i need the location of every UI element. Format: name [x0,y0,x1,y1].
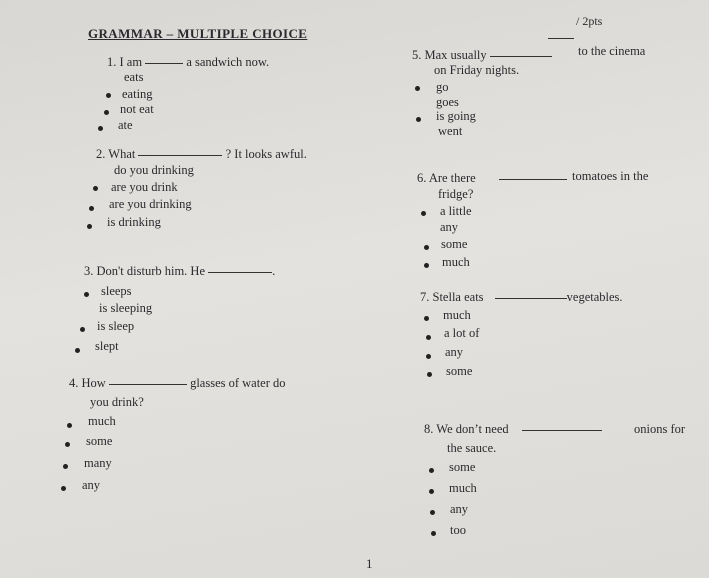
bullet-icon [424,245,429,250]
bullet-icon [424,316,429,321]
option: goes [436,95,459,109]
option: slept [95,339,119,353]
option: is sleeping [99,301,153,315]
bullet-icon [427,372,432,377]
option: too [450,523,466,537]
bullet-icon [104,110,109,115]
question-8 [424,422,602,437]
option: a little [440,204,472,218]
question-3 [84,264,275,279]
page-number: 1 [366,556,373,571]
bullet-icon [431,531,436,536]
bullet-icon [429,489,434,494]
option: is sleep [97,319,135,333]
question-number: 7. [420,290,430,304]
option: much [443,308,471,322]
question-text: Max usually [424,48,487,62]
bullet-icon [416,117,421,122]
page-title: GRAMMAR – MULTIPLE CHOICE [88,26,308,41]
question-4-continuation: you drink? [90,395,144,409]
bullet-icon [63,464,68,469]
question-number: 8. [424,422,434,436]
question-6 [417,171,567,186]
question-number: 3. [84,264,94,278]
option: sleeps [101,284,132,298]
option: are you drinking [109,197,192,211]
question-5-continuation: on Friday nights. [434,63,520,77]
option: ate [118,118,133,132]
question-text: . [272,264,276,278]
option: eats [124,70,144,84]
question-text: What [108,147,136,161]
bullet-icon [426,354,431,359]
question-1 [107,55,269,70]
option: go [436,80,449,94]
question-text: glasses of water do [190,376,286,390]
option: any [445,345,464,359]
question-5 [412,48,552,63]
question-number: 5. [412,48,422,62]
bullet-icon [65,442,70,447]
bullet-icon [67,423,72,428]
option: is going [436,109,476,123]
question-text: a sandwich now. [186,55,270,69]
bullet-icon [80,327,85,332]
question-text: Stella eats [432,290,484,304]
option: are you drink [111,180,178,194]
answer-blank [499,178,567,180]
option: much [88,414,116,428]
question-8-tail: onions for [634,422,686,436]
question-6-tail: tomatoes in the [572,169,649,183]
option: any [82,478,101,492]
question-5-tail: to the cinema [578,44,646,58]
bullet-icon [429,468,434,473]
question-number: 2. [96,147,106,161]
question-text: I am [119,55,143,69]
question-7 [420,290,623,305]
bullet-icon [421,211,426,216]
answer-blank [495,297,567,299]
option: much [442,255,470,269]
question-4 [69,376,286,391]
bullet-icon [87,224,92,229]
question-text: Are there [428,171,476,185]
bullet-icon [75,348,80,353]
question-number: 6. [417,171,427,185]
option: some [86,434,113,448]
answer-blank [490,55,552,57]
bullet-icon [426,335,431,340]
question-8-continuation: the sauce. [447,441,497,455]
option: any [450,502,469,516]
answer-blank [522,429,602,431]
option: eating [122,87,153,101]
answer-blank [208,271,272,273]
option: a lot of [444,326,480,340]
bullet-icon [424,263,429,268]
question-text: ? It looks awful. [225,147,307,161]
bullet-icon [106,93,111,98]
question-text: How [81,376,106,390]
option: any [440,220,459,234]
option: not eat [120,102,154,116]
points-blank [548,28,574,46]
points-label: / 2pts [576,14,603,28]
option: went [438,124,463,138]
question-text: We don’t need [436,422,509,436]
option: some [446,364,473,378]
option: some [449,460,476,474]
option: much [449,481,477,495]
answer-blank [109,383,187,385]
answer-blank [138,154,222,156]
bullet-icon [98,126,103,131]
bullet-icon [430,510,435,515]
question-text: vegetables. [566,290,623,304]
option: is drinking [107,215,161,229]
option: many [84,456,112,470]
question-6-continuation: fridge? [438,187,474,201]
question-number: 4. [69,376,79,390]
bullet-icon [89,206,94,211]
bullet-icon [84,292,89,297]
option: some [441,237,468,251]
question-text: Don't disturb him. He [96,264,205,278]
bullet-icon [415,86,420,91]
question-number: 1. [107,55,117,69]
bullet-icon [61,486,66,491]
answer-blank [145,62,183,64]
bullet-icon [93,186,98,191]
question-2 [96,147,307,162]
option: do you drinking [114,163,194,177]
